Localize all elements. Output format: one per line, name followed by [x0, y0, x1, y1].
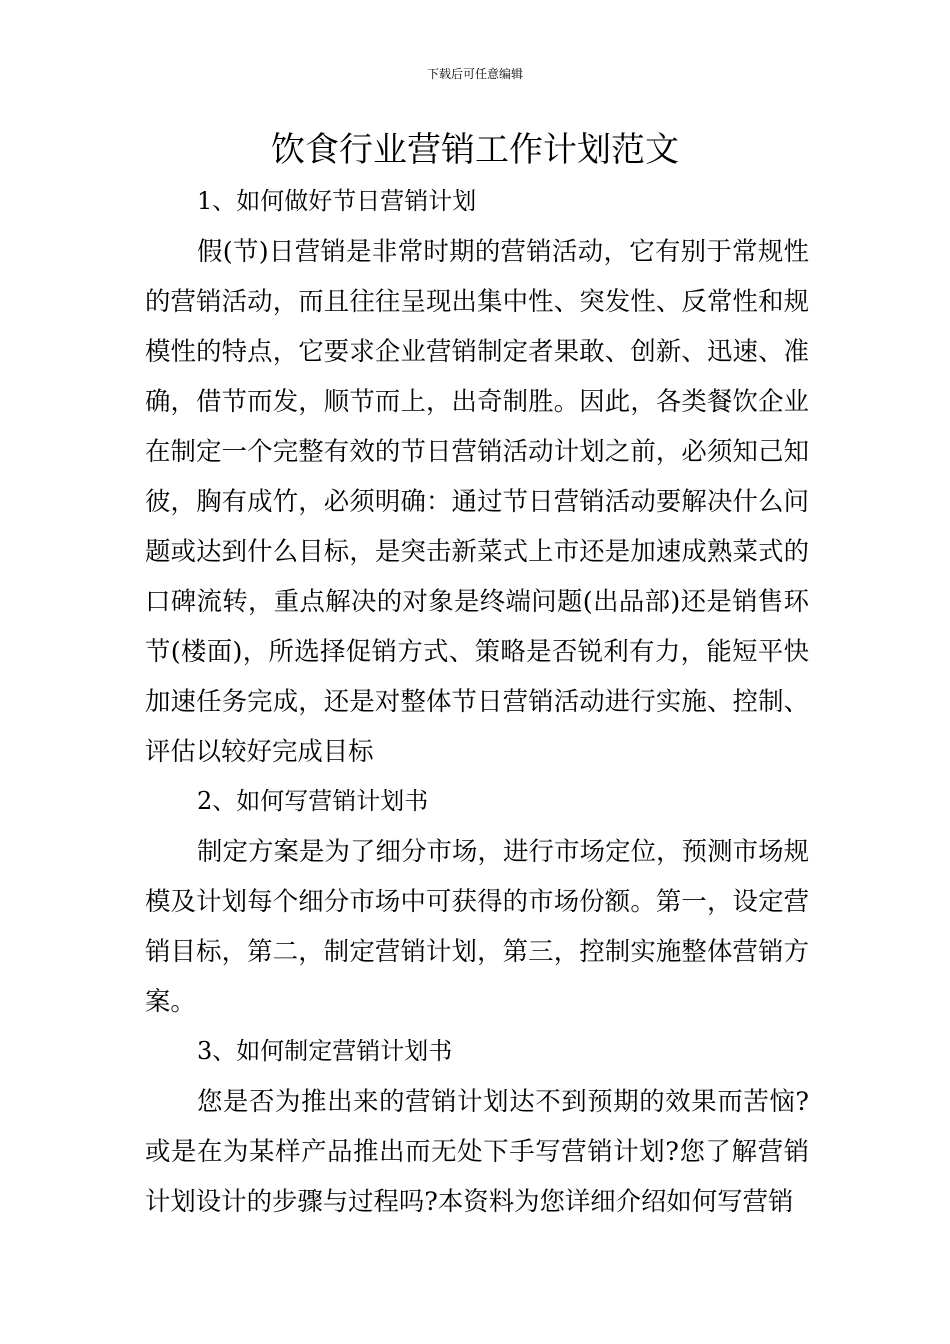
- document-body: [145, 176, 809, 1226]
- section-1-heading: 1、如何做好节日营销计划: [197, 187, 477, 215]
- section-2-paragraph: 制定方案是为了细分市场，进行市场定位，预测市场规模及计划每个细分市场中可获得的市场份额。第一，设定营销目标，第二，制定营销计划，第三，控制实施整体营销方案。: [145, 836, 809, 1016]
- section-3-paragraph: 您是否为推出来的营销计划达不到预期的效果而苦恼?或是在为某样产品推出而无处下手写营销计划?您了解营销计划设计的步骤与过程吗?本资料为您详细介绍如何写营销: [145, 1086, 809, 1216]
- header-note: 下载后可任意编辑: [426, 67, 523, 81]
- section-1-paragraph: 假(节)日营销是非常时期的营销活动，它有别于常规性的营销活动，而且往往呈现出集中性、突发性、反常性和规模性的特点，它要求企业营销制定者果敢、创新、迅速、准确，借节而发，顺节而上，出奇制胜。因此，各类餐饮企业在制定一个完整有效的节日营销活动计划之前，必须知己知彼，胸有成竹，必须明确：通过节日营销活动要解决什么问题或达到什么目标，是突击新菜式上市还是加速成熟菜式的口碑流转，重点解决的对象是终端问题(出品部)还是销售环节(楼面)，所选择促销方式、策略是否锐利有力，能短平快加速任务完成，还是对整体节日营销活动进行实施、控制、评估以较好完成目标: [145, 236, 809, 766]
- document-title: 饮食行业营销工作计划范文: [271, 130, 679, 170]
- section-3-heading: 3、如何制定营销计划书: [197, 1037, 453, 1065]
- section-2-heading: 2、如何写营销计划书: [197, 787, 429, 815]
